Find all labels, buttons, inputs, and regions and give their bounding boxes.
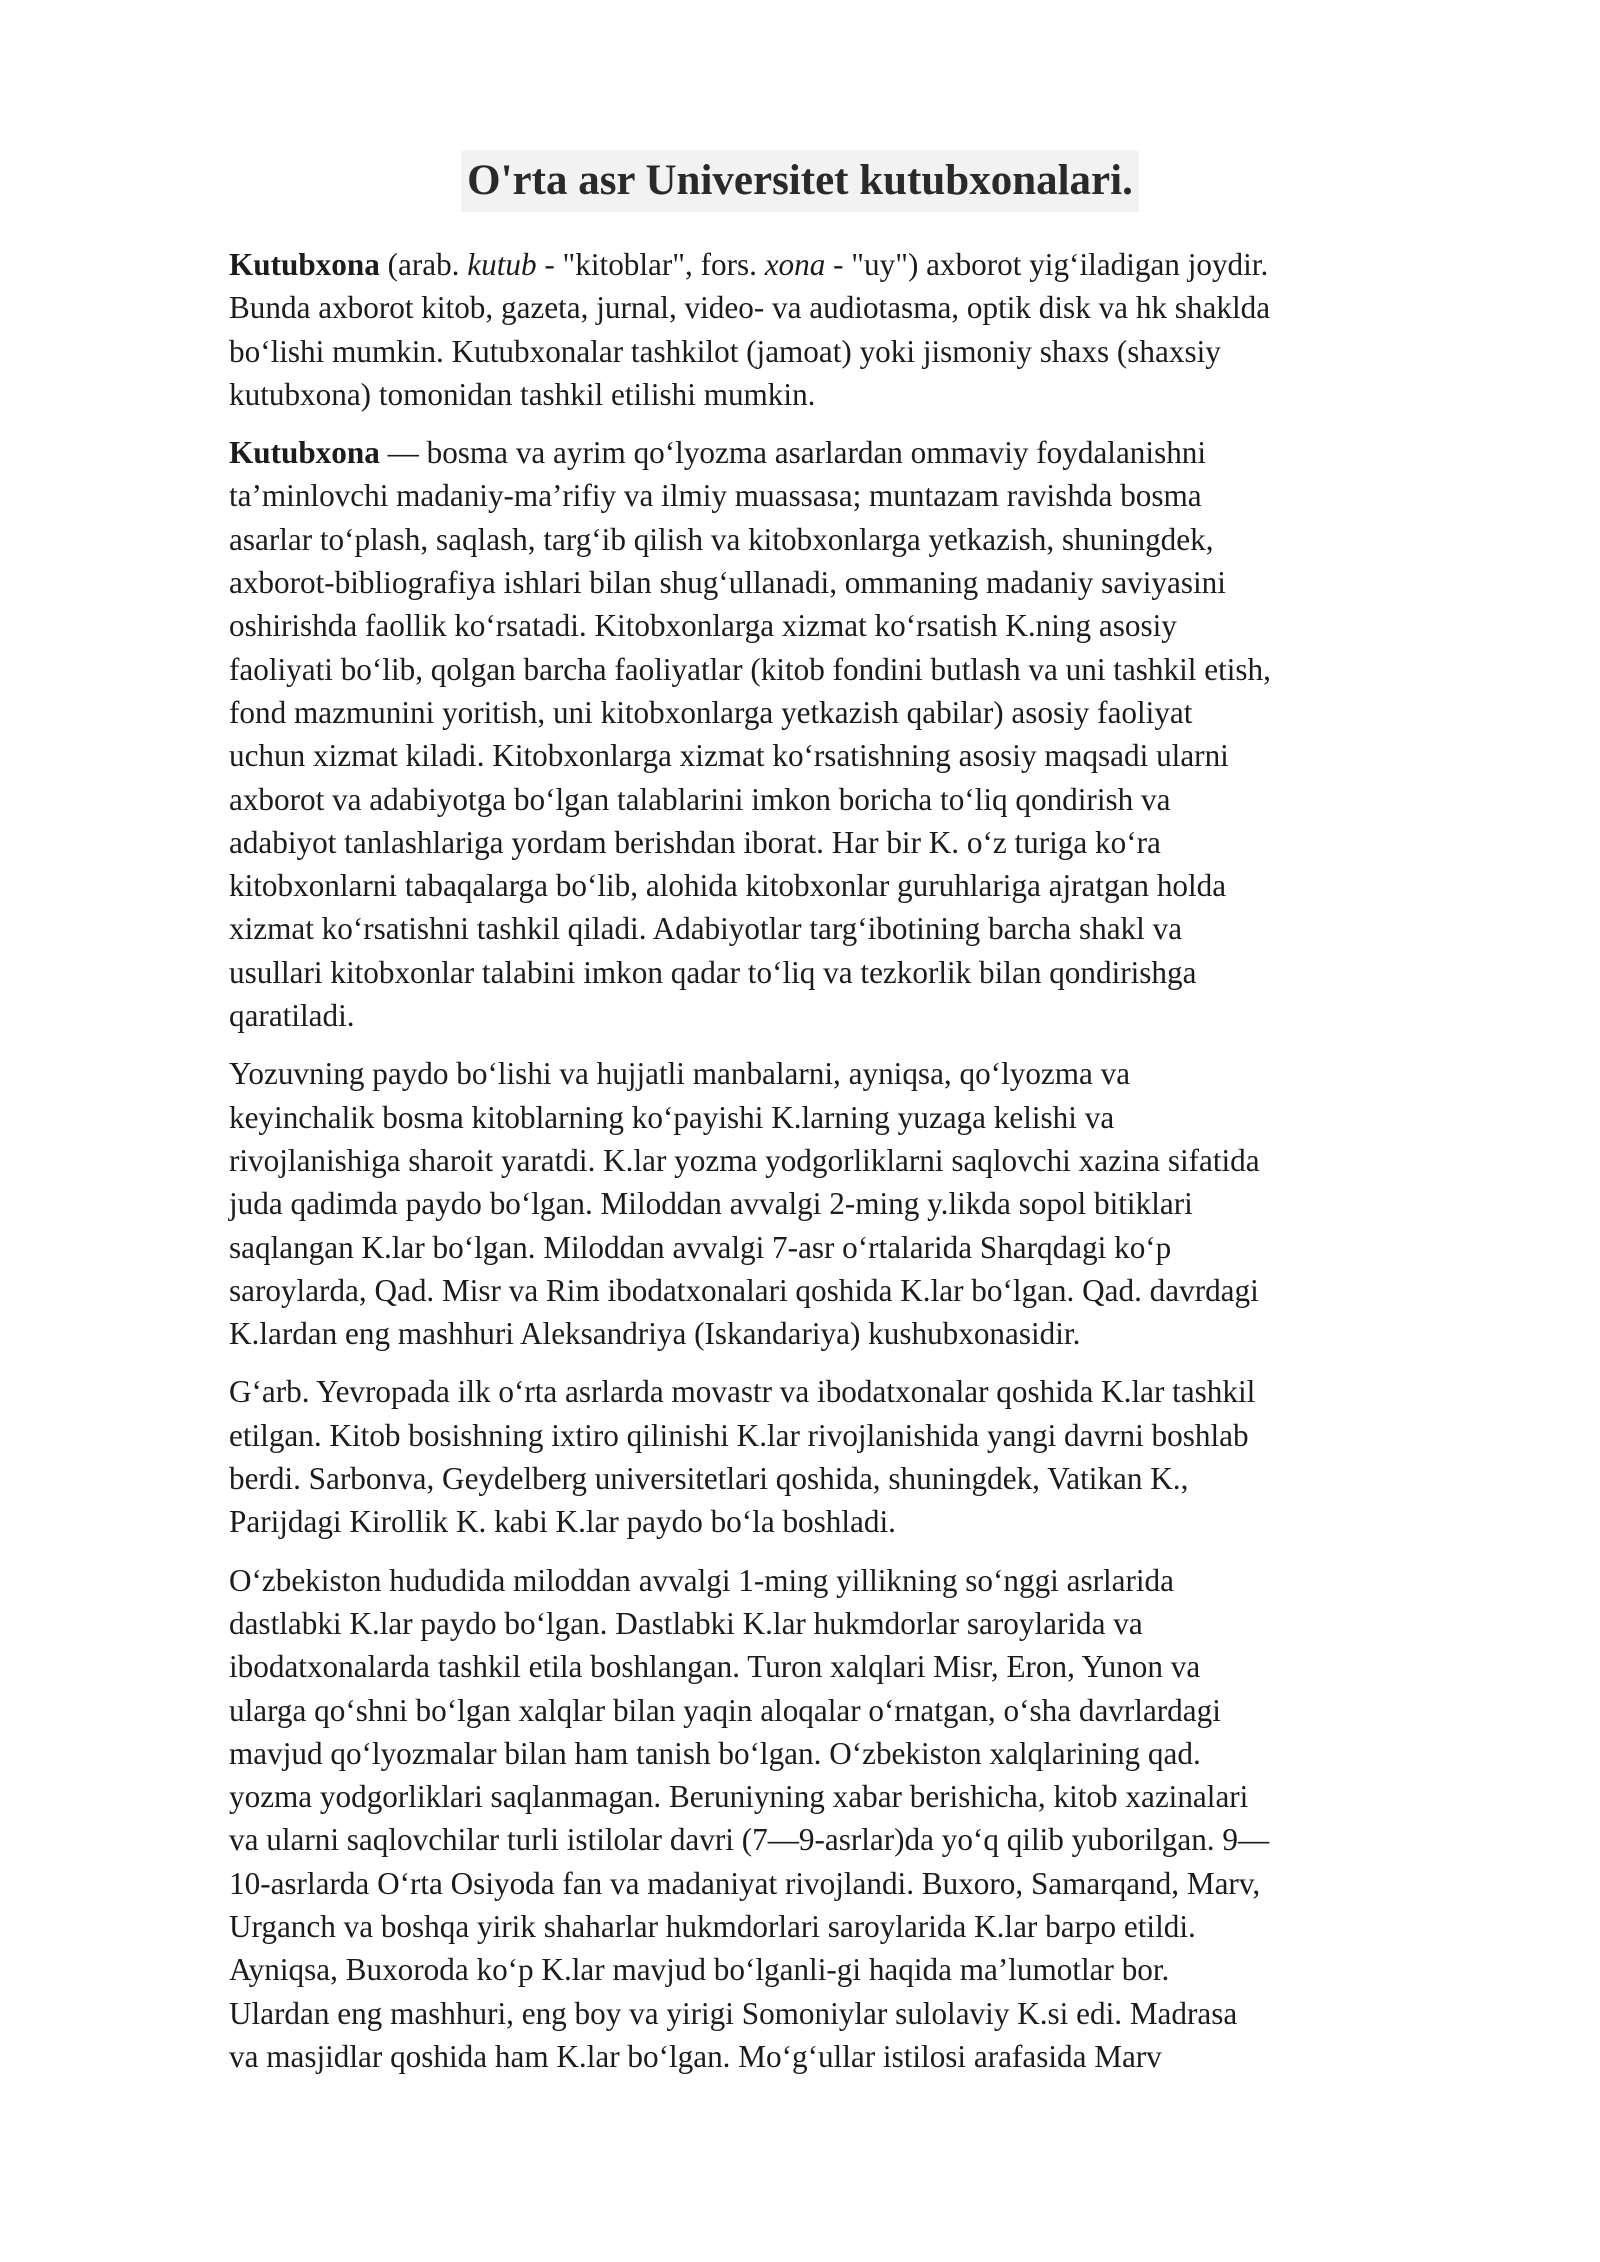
paragraph-3-line: juda qadimda paydo bo‘lgan. Miloddan avvalgi 2-ming y.likda sopol bitiklari xyxy=(229,1186,1193,1222)
paragraph-2 xyxy=(229,431,1519,1037)
text-segment: - "uy") axborot yig‘iladigan joydir. xyxy=(825,247,1269,282)
paragraph-5-line: va masjidlar qoshida ham K.lar bo‘lgan. Mo‘g‘ullar istilosi arafasida Marv xyxy=(229,2038,1162,2074)
paragraph-5-line: yozma yodgorliklari saqlanmagan. Beruniyning xabar berishicha, kitob xazinalari xyxy=(229,1779,1249,1815)
paragraph-5-line: ibodatxonalarda tashkil etila boshlangan. Turon xalqlari Misr, Eron, Yunon va xyxy=(229,1649,1201,1685)
paragraph-5-line: mavjud qo‘lyozmalar bilan ham tanish bo‘lgan. O‘zbekiston xalqlarining qad. xyxy=(229,1735,1201,1771)
text-segment: (arab. xyxy=(379,247,468,282)
paragraph-4-line: etilgan. Kitob bosishning ixtiro qilinishi K.lar rivojlanishida yangi davrni boshlab xyxy=(229,1417,1249,1453)
paragraph-1 xyxy=(229,243,1519,416)
term-italic: xona xyxy=(764,247,826,282)
paragraph-5 xyxy=(229,1559,1519,2079)
paragraph-3-line: saroylarda, Qad. Misr va Rim ibodatxonalari qoshida K.lar bo‘lgan. Qad. davrdagi xyxy=(229,1272,1259,1308)
term-bold: Kutubxona xyxy=(229,435,380,471)
paragraph-5-line: dastlabki K.lar paydo bo‘lgan. Dastlabki K.lar hukmdorlar saroylarida va xyxy=(229,1605,1143,1641)
paragraph-3-line: K.lardan eng mashhuri Aleksandriya (Iskandariya) kushubxonasidir. xyxy=(229,1316,1081,1352)
paragraph-2-line: adabiyot tanlashlariga yordam berishdan iborat. Har bir K. o‘z turiga ko‘ra xyxy=(229,824,1161,860)
paragraph-4-line: berdi. Sarbonva, Geydelberg universitetlari qoshida, shuningdek, Vatikan K., xyxy=(229,1461,1189,1497)
paragraph-2-line: uchun xizmat kiladi. Kitobxonlarga xizmat ko‘rsatishning asosiy maqsadi ularni xyxy=(229,738,1229,774)
text-segment: - "kitoblar", fors. xyxy=(536,247,765,282)
paragraph-4-line: G‘arb. Yevropada ilk o‘rta asrlarda movastr va ibodatxonalar qoshida K.lar tashkil xyxy=(229,1374,1256,1410)
paragraph-2-line: axborot-bibliografiya ishlari bilan shug‘ullanadi, ommaning madaniy saviyasini xyxy=(229,565,1226,601)
paragraph-4 xyxy=(229,1370,1519,1543)
paragraph-2-line: faoliyati bo‘lib, qolgan barcha faoliyatlar (kitob fondini butlash va uni tashkil etish, xyxy=(229,651,1271,687)
paragraph-3-line: saqlangan K.lar bo‘lgan. Miloddan avvalgi 7-asr o‘rtalarida Sharqdagi ko‘p xyxy=(229,1229,1172,1265)
page-title: O'rta asr Universitet kutubxonalari. xyxy=(461,150,1139,212)
paragraph-2-line: usullari kitobxonlar talabini imkon qadar to‘liq va tezkorlik bilan qondirishga xyxy=(229,954,1197,990)
paragraph-1-line xyxy=(229,243,1519,286)
paragraph-1-line: Bunda axborot kitob, gazeta, jurnal, video- va audiotasma, optik disk va hk shaklda xyxy=(229,290,1271,326)
paragraph-2-line: kitobxonlarni tabaqalarga bo‘lib, alohida kitobxonlar guruhlariga ajratgan holda xyxy=(229,868,1227,904)
paragraph-1-line: kutubxona) tomonidan tashkil etilishi mumkin. xyxy=(229,376,816,412)
paragraph-3-line: rivojlanishiga sharoit yaratdi. K.lar yozma yodgorliklarni saqlovchi xazina sifatida xyxy=(229,1142,1260,1178)
paragraph-5-line: Ayniqsa, Buxoroda ko‘p K.lar mavjud bo‘lganli-gi haqida ma’lumotlar bor. xyxy=(229,1952,1170,1988)
paragraph-3-line: Yozuvning paydo bo‘lishi va hujjatli manbalarni, ayniqsa, qo‘lyozma va xyxy=(229,1056,1131,1092)
paragraph-2-line xyxy=(229,431,1519,474)
paragraph-2-line: oshirishda faollik ko‘rsatadi. Kitobxonlarga xizmat ko‘rsatish K.ning asosiy xyxy=(229,608,1177,644)
text-segment: — bosma va ayrim qo‘lyozma asarlardan ommaviy foydalanishni xyxy=(379,435,1207,471)
term-bold: Kutubxona xyxy=(229,247,380,282)
paragraph-5-line: O‘zbekiston hududida miloddan avvalgi 1-ming yillikning so‘nggi asrlarida xyxy=(229,1562,1174,1598)
paragraph-5-line: 10-asrlarda O‘rta Osiyoda fan va madaniyat rivojlandi. Buxoro, Samarqand, Marv, xyxy=(229,1865,1261,1901)
paragraph-5-line: Ulardan eng mashhuri, eng boy va yirigi Somoniylar sulolaviy K.si edi. Madrasa xyxy=(229,1995,1238,2031)
paragraph-3 xyxy=(229,1052,1519,1355)
paragraph-2-line: asarlar to‘plash, saqlash, targ‘ib qilish va kitobxonlarga yetkazish, shuningdek, xyxy=(229,521,1214,557)
paragraph-5-line: ularga qo‘shni bo‘lgan xalqlar bilan yaqin aloqalar o‘rnatgan, o‘sha davrlardagi xyxy=(229,1692,1221,1728)
paragraph-2-line: ta’minlovchi madaniy-ma’rifiy va ilmiy muassasa; muntazam ravishda bosma xyxy=(229,478,1202,514)
paragraph-2-line: qaratiladi. xyxy=(229,998,355,1034)
document-body xyxy=(229,243,1519,2093)
paragraph-4-line: Parijdagi Kirollik K. kabi K.lar paydo bo‘la boshladi. xyxy=(229,1504,896,1540)
title-container xyxy=(0,150,1600,212)
paragraph-2-line: xizmat ko‘rsatishni tashkil qiladi. Adabiyotlar targ‘ibotining barcha shakl va xyxy=(229,911,1183,947)
paragraph-1-line: bo‘lishi mumkin. Kutubxonalar tashkilot (jamoat) yoki jismoniy shaxs (shaxsiy xyxy=(229,333,1221,369)
paragraph-3-line: keyinchalik bosma kitoblarning ko‘payishi K.larning yuzaga kelishi va xyxy=(229,1099,1115,1135)
term-italic: kutub xyxy=(467,247,537,282)
paragraph-2-line: axborot va adabiyotga bo‘lgan talablarini imkon boricha to‘liq qondirish va xyxy=(229,781,1171,817)
paragraph-2-line: fond mazmunini yoritish, uni kitobxonlarga yetkazish qabilar) asosiy faoliyat xyxy=(229,694,1193,730)
paragraph-5-line: va ularni saqlovchilar turli istilolar davri (7—9-asrlar)da yo‘q qilib yuborilgan. 9— xyxy=(229,1822,1270,1858)
paragraph-5-line: Urganch va boshqa yirik shaharlar hukmdorlari saroylarida K.lar barpo etildi. xyxy=(229,1908,1196,1944)
